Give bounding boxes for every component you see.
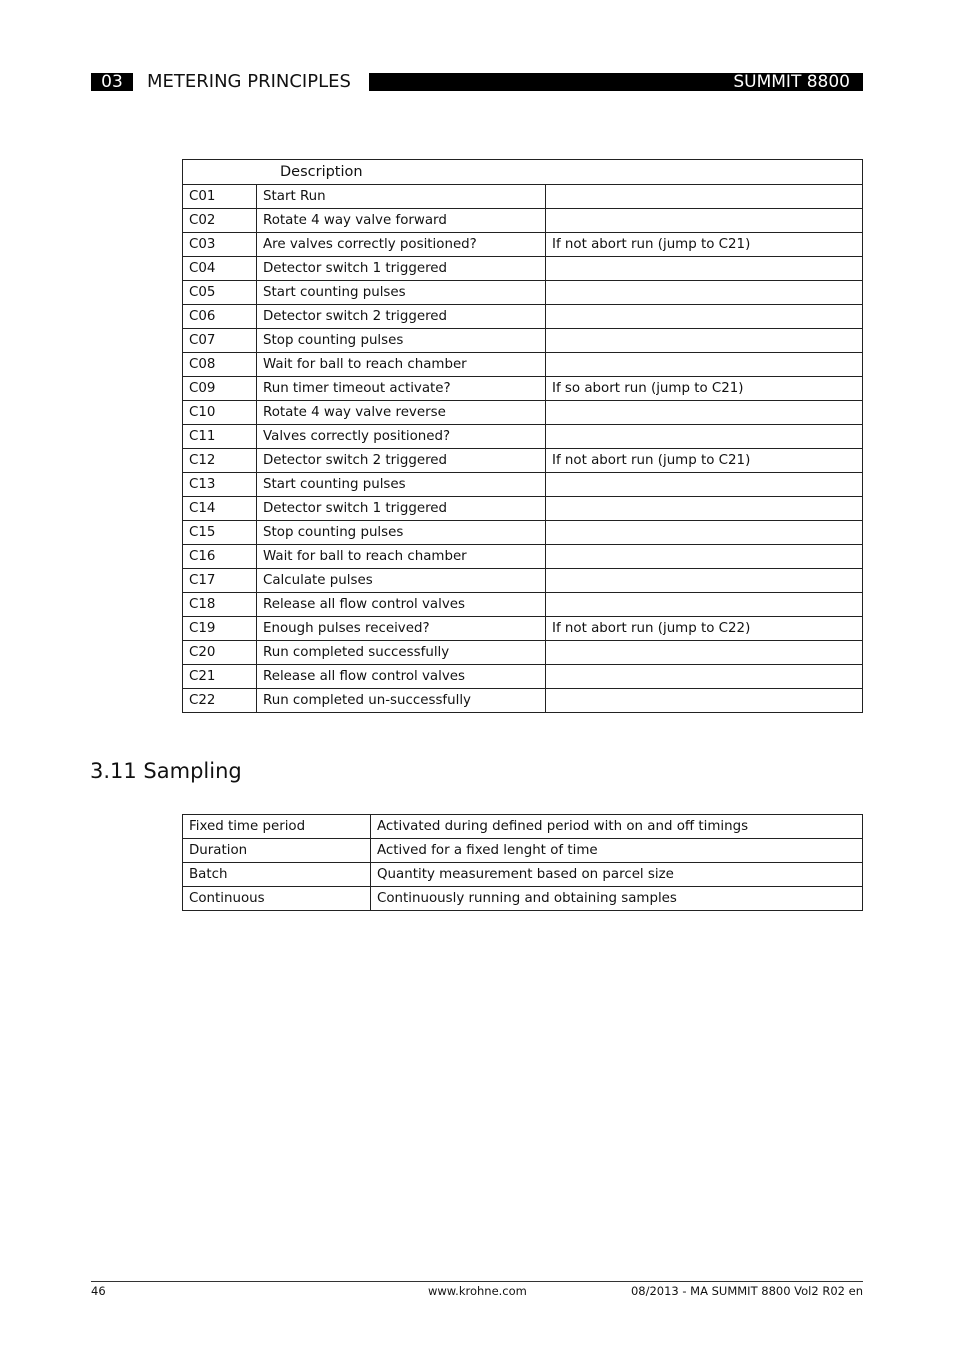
step-code: C19: [183, 617, 257, 641]
step-code: C02: [183, 209, 257, 233]
step-description: Run completed successfully: [257, 641, 546, 665]
step-description: Run timer timeout activate?: [257, 377, 546, 401]
column-header-description: Description: [183, 160, 863, 185]
steps-table: [182, 159, 863, 713]
step-description: Detector switch 2 triggered: [257, 305, 546, 329]
step-note: [546, 329, 863, 353]
step-note: [546, 473, 863, 497]
table-header-row: [183, 160, 863, 185]
sampling-table: [182, 814, 863, 911]
step-description: Wait for ball to reach chamber: [257, 545, 546, 569]
table-row: [183, 281, 863, 305]
step-code: C12: [183, 449, 257, 473]
step-note: [546, 305, 863, 329]
step-description: Start counting pulses: [257, 281, 546, 305]
steps-table-body: [183, 185, 863, 713]
step-code: C18: [183, 593, 257, 617]
table-row: [183, 641, 863, 665]
table-row: [183, 425, 863, 449]
step-code: C01: [183, 185, 257, 209]
step-code: C13: [183, 473, 257, 497]
table-row: [183, 689, 863, 713]
table-row: [183, 887, 863, 911]
step-description: Valves correctly positioned?: [257, 425, 546, 449]
sampling-description: Continuously running and obtaining samples: [371, 887, 863, 911]
footer-rule: [91, 1281, 863, 1282]
table-row: [183, 305, 863, 329]
step-description: Detector switch 1 triggered: [257, 257, 546, 281]
table-row: [183, 233, 863, 257]
step-code: C05: [183, 281, 257, 305]
step-note: [546, 569, 863, 593]
step-note: [546, 497, 863, 521]
sampling-mode: Continuous: [183, 887, 371, 911]
step-description: Rotate 4 way valve forward: [257, 209, 546, 233]
step-note: [546, 593, 863, 617]
step-note: [546, 689, 863, 713]
step-description: Detector switch 2 triggered: [257, 449, 546, 473]
step-description: Start Run: [257, 185, 546, 209]
step-code: C07: [183, 329, 257, 353]
step-code: C20: [183, 641, 257, 665]
table-row: [183, 839, 863, 863]
step-code: C10: [183, 401, 257, 425]
table-row: [183, 401, 863, 425]
step-code: C21: [183, 665, 257, 689]
sampling-table-body: [183, 815, 863, 911]
sampling-mode: Fixed time period: [183, 815, 371, 839]
step-code: C03: [183, 233, 257, 257]
step-description: Start counting pulses: [257, 473, 546, 497]
table-row: [183, 545, 863, 569]
table-row: [183, 257, 863, 281]
section-title: METERING PRINCIPLES: [147, 71, 351, 92]
step-code: C11: [183, 425, 257, 449]
step-description: Stop counting pulses: [257, 329, 546, 353]
step-note: [546, 665, 863, 689]
step-note: [546, 401, 863, 425]
table-row: [183, 569, 863, 593]
step-description: Calculate pulses: [257, 569, 546, 593]
step-description: Rotate 4 way valve reverse: [257, 401, 546, 425]
step-note: [546, 257, 863, 281]
table-row: [183, 185, 863, 209]
table-row: [183, 329, 863, 353]
step-code: C14: [183, 497, 257, 521]
table-row: [183, 377, 863, 401]
table-row: [183, 617, 863, 641]
sampling-description: Activated during defined period with on and off timings: [371, 815, 863, 839]
table-row: [183, 353, 863, 377]
step-note: [546, 521, 863, 545]
step-note: [546, 185, 863, 209]
table-row: [183, 473, 863, 497]
step-note: [546, 545, 863, 569]
step-description: Stop counting pulses: [257, 521, 546, 545]
footer-website: www.krohne.com: [428, 1284, 527, 1298]
table-row: [183, 815, 863, 839]
step-description: Detector switch 1 triggered: [257, 497, 546, 521]
product-name: SUMMIT 8800: [733, 72, 850, 92]
footer-document-id: 08/2013 - MA SUMMIT 8800 Vol2 R02 en: [630, 1284, 863, 1298]
step-code: C17: [183, 569, 257, 593]
table-row: [183, 497, 863, 521]
step-note: If not abort run (jump to C22): [546, 617, 863, 641]
step-code: C16: [183, 545, 257, 569]
step-code: C15: [183, 521, 257, 545]
step-code: C06: [183, 305, 257, 329]
step-description: Run completed un-successfully: [257, 689, 546, 713]
table-row: [183, 449, 863, 473]
sampling-description: Actived for a fixed lenght of time: [371, 839, 863, 863]
step-description: Release all flow control valves: [257, 593, 546, 617]
table-row: [183, 863, 863, 887]
step-description: Enough pulses received?: [257, 617, 546, 641]
step-note: [546, 641, 863, 665]
step-note: [546, 209, 863, 233]
step-code: C04: [183, 257, 257, 281]
step-note: [546, 353, 863, 377]
step-code: C09: [183, 377, 257, 401]
sampling-description: Quantity measurement based on parcel size: [371, 863, 863, 887]
chapter-number: 03: [91, 73, 133, 91]
step-description: Are valves correctly positioned?: [257, 233, 546, 257]
table-row: [183, 521, 863, 545]
page-number: 46: [91, 1284, 106, 1298]
step-note: [546, 425, 863, 449]
step-note: If not abort run (jump to C21): [546, 233, 863, 257]
step-note: If not abort run (jump to C21): [546, 449, 863, 473]
sampling-mode: Duration: [183, 839, 371, 863]
table-row: [183, 209, 863, 233]
sampling-mode: Batch: [183, 863, 371, 887]
step-code: C08: [183, 353, 257, 377]
step-code: C22: [183, 689, 257, 713]
table-row: [183, 593, 863, 617]
step-description: Release all flow control valves: [257, 665, 546, 689]
step-note: [546, 281, 863, 305]
table-row: [183, 665, 863, 689]
step-description: Wait for ball to reach chamber: [257, 353, 546, 377]
section-heading: 3.11 Sampling: [90, 759, 242, 783]
step-note: If so abort run (jump to C21): [546, 377, 863, 401]
